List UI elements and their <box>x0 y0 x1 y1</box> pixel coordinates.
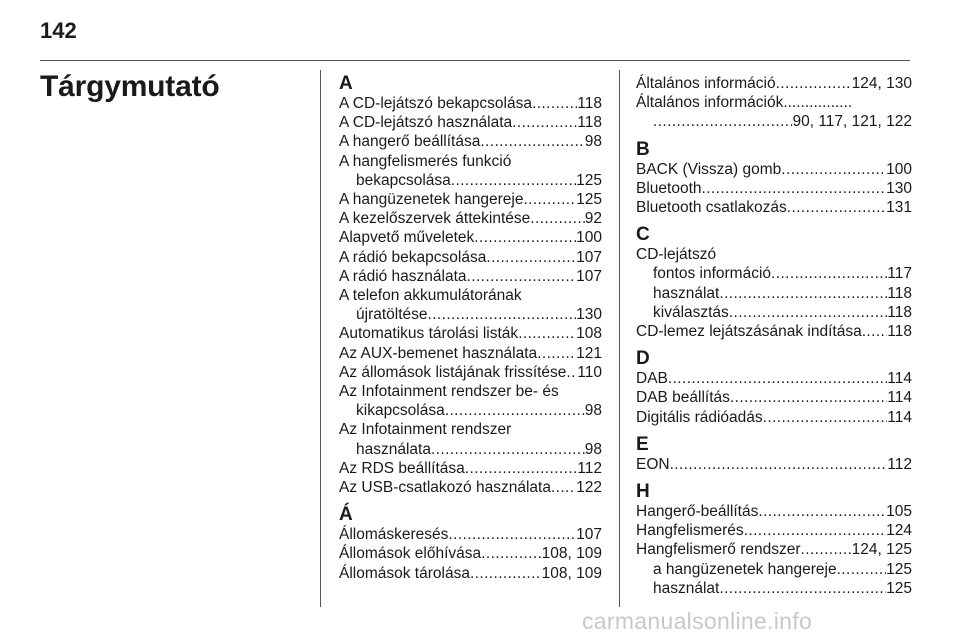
index-letter-heading: A <box>339 73 353 94</box>
dot-leader <box>474 228 576 247</box>
dot-leader <box>518 324 576 343</box>
index-entry <box>636 560 912 579</box>
index-entry-label: Bluetooth csatlakozás <box>636 199 787 217</box>
index-entry-heading: Általános információk................ <box>636 94 853 112</box>
index-entry-label: bekapcsolása <box>356 171 451 189</box>
index-entry <box>339 171 602 190</box>
index-entry <box>339 544 602 563</box>
index-entry-pages: 118 <box>577 114 602 132</box>
index-entry-pages: 118 <box>577 95 602 112</box>
page-number: 142 <box>40 18 77 43</box>
index-entry-label: Állomások előhívása <box>339 545 482 563</box>
index-entry-label: kikapcsolása <box>356 402 445 420</box>
index-entry-pages: 125 <box>886 579 912 597</box>
index-entry-pages: 125 <box>886 560 912 578</box>
index-entry <box>339 401 602 420</box>
index-entry-pages: 121 <box>576 344 602 362</box>
index-entry-label: EON <box>636 455 670 473</box>
index-letter-heading: C <box>636 224 650 246</box>
index-entry-pages: 92 <box>584 210 602 228</box>
index-entry-label: BACK (Vissza) gomb <box>636 160 782 178</box>
index-column-2 <box>636 74 912 598</box>
index-entry-label: A CD-lejátszó használata <box>339 114 513 132</box>
dot-leader <box>776 74 852 93</box>
index-entry-label: használat <box>653 579 720 597</box>
index-entry-pages: 131 <box>886 199 912 217</box>
index-entry-label: Hangerő-beállítás <box>636 503 759 521</box>
index-entry-label: kiválasztás <box>653 303 729 321</box>
index-entry <box>339 305 602 324</box>
index-entry-heading: Az Infotainment rendszer <box>339 421 512 439</box>
index-entry-heading: Az Infotainment rendszer be- és <box>339 383 559 401</box>
index-entry-pages: 108, 109 <box>541 564 602 582</box>
index-entry-pages: 98 <box>584 402 602 420</box>
index-entry <box>339 209 602 228</box>
index-entry-label: CD-lemez lejátszásának indítása <box>636 323 862 341</box>
dot-leader <box>719 284 887 303</box>
index-entry-pages: 130 <box>886 179 912 197</box>
index-entry-pages: 100 <box>886 160 912 178</box>
index-entry-label: Általános információ <box>636 75 776 92</box>
index-entry-pages: 107 <box>576 526 602 544</box>
index-entry-label: Az RDS beállítása <box>339 459 465 477</box>
index-letter-heading: B <box>636 138 650 160</box>
index-entry-pages: 98 <box>584 133 602 151</box>
index-entry <box>636 112 912 131</box>
dot-leader <box>862 322 888 341</box>
index-entry-pages: 124, 130 <box>851 75 912 92</box>
index-entry-pages: 130 <box>576 306 602 324</box>
index-entry <box>339 190 602 209</box>
index-entry-pages: 122 <box>576 479 602 497</box>
index-entry <box>339 525 602 544</box>
index-letter-heading: Á <box>339 504 353 526</box>
dot-leader <box>480 132 584 151</box>
index-entry-pages: 124 <box>886 522 912 540</box>
index-entry <box>636 521 912 540</box>
dot-leader <box>730 388 887 407</box>
index-entry-heading: A hangfelismerés funkció <box>339 152 512 170</box>
index-entry-pages: 108 <box>576 325 602 343</box>
dot-leader <box>771 264 887 283</box>
index-entry <box>636 388 912 407</box>
dot-leader <box>744 521 886 540</box>
index-entry-label: Állomások tárolása <box>339 564 470 582</box>
dot-leader <box>530 209 584 228</box>
index-entry-pages: 114 <box>887 370 912 388</box>
index-entry-pages: 114 <box>887 408 912 426</box>
index-entry <box>339 363 602 382</box>
index-entry-pages: 125 <box>576 191 602 209</box>
index-entry <box>636 284 912 303</box>
dot-leader <box>486 248 576 267</box>
index-entry-pages: 107 <box>576 248 602 266</box>
dot-leader <box>837 560 887 579</box>
index-letter-heading: E <box>636 433 649 455</box>
index-entry <box>636 540 912 559</box>
dot-leader <box>532 94 577 113</box>
dot-leader <box>566 363 577 382</box>
index-entry-pages: 125 <box>576 171 602 189</box>
index-entry <box>339 478 602 497</box>
dot-leader <box>451 171 576 190</box>
index-entry <box>636 322 912 341</box>
dot-leader <box>467 267 577 286</box>
index-entry-label: Állomáskeresés <box>339 526 449 544</box>
index-entry <box>339 113 602 132</box>
index-entry <box>636 264 912 283</box>
column-divider-right <box>619 70 620 607</box>
index-entry-pages: 118 <box>887 284 912 302</box>
index-entry-heading: A telefon akkumulátorának <box>339 287 522 305</box>
watermark: carmanualsonline.info <box>582 608 813 634</box>
index-entry <box>339 459 602 478</box>
index-letter-heading: D <box>636 348 650 370</box>
dot-leader <box>523 190 576 209</box>
index-entry-label: Az USB-csatlakozó használata <box>339 479 551 497</box>
dot-leader <box>801 540 852 559</box>
index-entry <box>339 440 602 459</box>
index-entry <box>636 455 912 474</box>
dot-leader <box>758 502 886 521</box>
index-entry <box>339 94 602 113</box>
index-column-1 <box>339 74 602 583</box>
dot-leader <box>470 564 542 583</box>
index-entry <box>339 228 602 247</box>
index-entry-pages: 118 <box>887 323 912 341</box>
index-entry <box>339 267 602 286</box>
index-entry-label: használat <box>653 284 720 302</box>
index-entry <box>636 579 912 598</box>
index-entry-pages: 108, 109 <box>541 545 602 563</box>
index-entry-label: Az állomások listájának frissítése <box>339 363 567 381</box>
index-entry-label: DAB beállítás <box>636 389 730 407</box>
dot-leader <box>431 440 585 459</box>
dot-leader <box>445 401 585 420</box>
header-rule <box>40 60 910 61</box>
index-entry <box>636 408 912 427</box>
dot-leader <box>729 303 887 322</box>
index-entry-label: Hangfelismerés <box>636 522 744 540</box>
dot-leader <box>781 160 886 179</box>
index-entry-heading: CD-lejátszó <box>636 246 717 264</box>
dot-leader <box>551 478 576 497</box>
index-entry <box>339 344 602 363</box>
index-entry <box>636 303 912 322</box>
dot-leader <box>670 455 888 474</box>
dot-leader <box>719 579 886 598</box>
index-entry-pages: 112 <box>577 459 602 477</box>
index-entry-label: Az AUX-bemenet használata <box>339 344 538 362</box>
index-entry-label: A CD-lejátszó bekapcsolása <box>339 95 532 112</box>
index-entry-pages: 105 <box>886 503 912 521</box>
index-entry-pages: 117 <box>887 265 912 283</box>
index-entry <box>636 502 912 521</box>
dot-leader <box>763 408 888 427</box>
index-entry <box>339 564 602 583</box>
index-entry-pages: 98 <box>584 440 602 458</box>
index-entry-pages: 112 <box>887 455 912 473</box>
index-entry-label: Bluetooth <box>636 179 702 197</box>
index-entry-label: használata <box>356 440 431 458</box>
index-entry-label: a hangüzenetek hangereje <box>653 560 837 578</box>
index-entry-pages: 124, 125 <box>851 541 912 559</box>
index-entry-pages: 110 <box>577 363 602 381</box>
dot-leader <box>428 305 577 324</box>
index-entry-pages: 114 <box>887 389 912 407</box>
index-entry-label: A rádió bekapcsolása <box>339 248 487 266</box>
column-divider-left <box>320 70 321 607</box>
index-entry <box>636 369 912 388</box>
dot-leader <box>448 525 576 544</box>
index-entry <box>636 74 912 93</box>
index-entry-label: újratöltése <box>356 306 428 324</box>
index-entry-label: Hangfelismerő rendszer <box>636 541 801 559</box>
dot-leader <box>787 198 886 217</box>
index-entry-label: A hangüzenetek hangereje <box>339 191 524 209</box>
index-entry-label: Alapvető műveletek <box>339 229 475 247</box>
dot-leader <box>481 544 541 563</box>
dot-leader <box>653 112 792 131</box>
dot-leader <box>465 459 578 478</box>
index-entry <box>339 132 602 151</box>
index-entry-pages: 118 <box>887 303 912 321</box>
index-letter-heading: H <box>636 481 650 503</box>
index-entry-pages: 100 <box>576 229 602 247</box>
index-entry-label: Digitális rádióadás <box>636 408 763 426</box>
dot-leader <box>512 113 577 132</box>
index-entry-label: A kezelőszervek áttekintése <box>339 210 531 228</box>
index-title: Tárgymutató <box>40 70 220 103</box>
index-entry-pages: 107 <box>576 267 602 285</box>
dot-leader <box>537 344 576 363</box>
index-entry <box>339 248 602 267</box>
index-entry-label: A hangerő beállítása <box>339 133 481 151</box>
index-entry-label: DAB <box>636 370 668 388</box>
index-entry <box>636 160 912 179</box>
index-entry-label: Automatikus tárolási listák <box>339 325 519 343</box>
dot-leader <box>702 179 887 198</box>
index-entry <box>636 179 912 198</box>
index-entry-pages: 90, 117, 121, 122 <box>792 113 912 131</box>
index-entry-label: A rádió használata <box>339 267 467 285</box>
dot-leader <box>668 369 887 388</box>
index-entry <box>636 198 912 217</box>
index-entry-label: fontos információ <box>653 265 772 283</box>
index-entry <box>339 324 602 343</box>
